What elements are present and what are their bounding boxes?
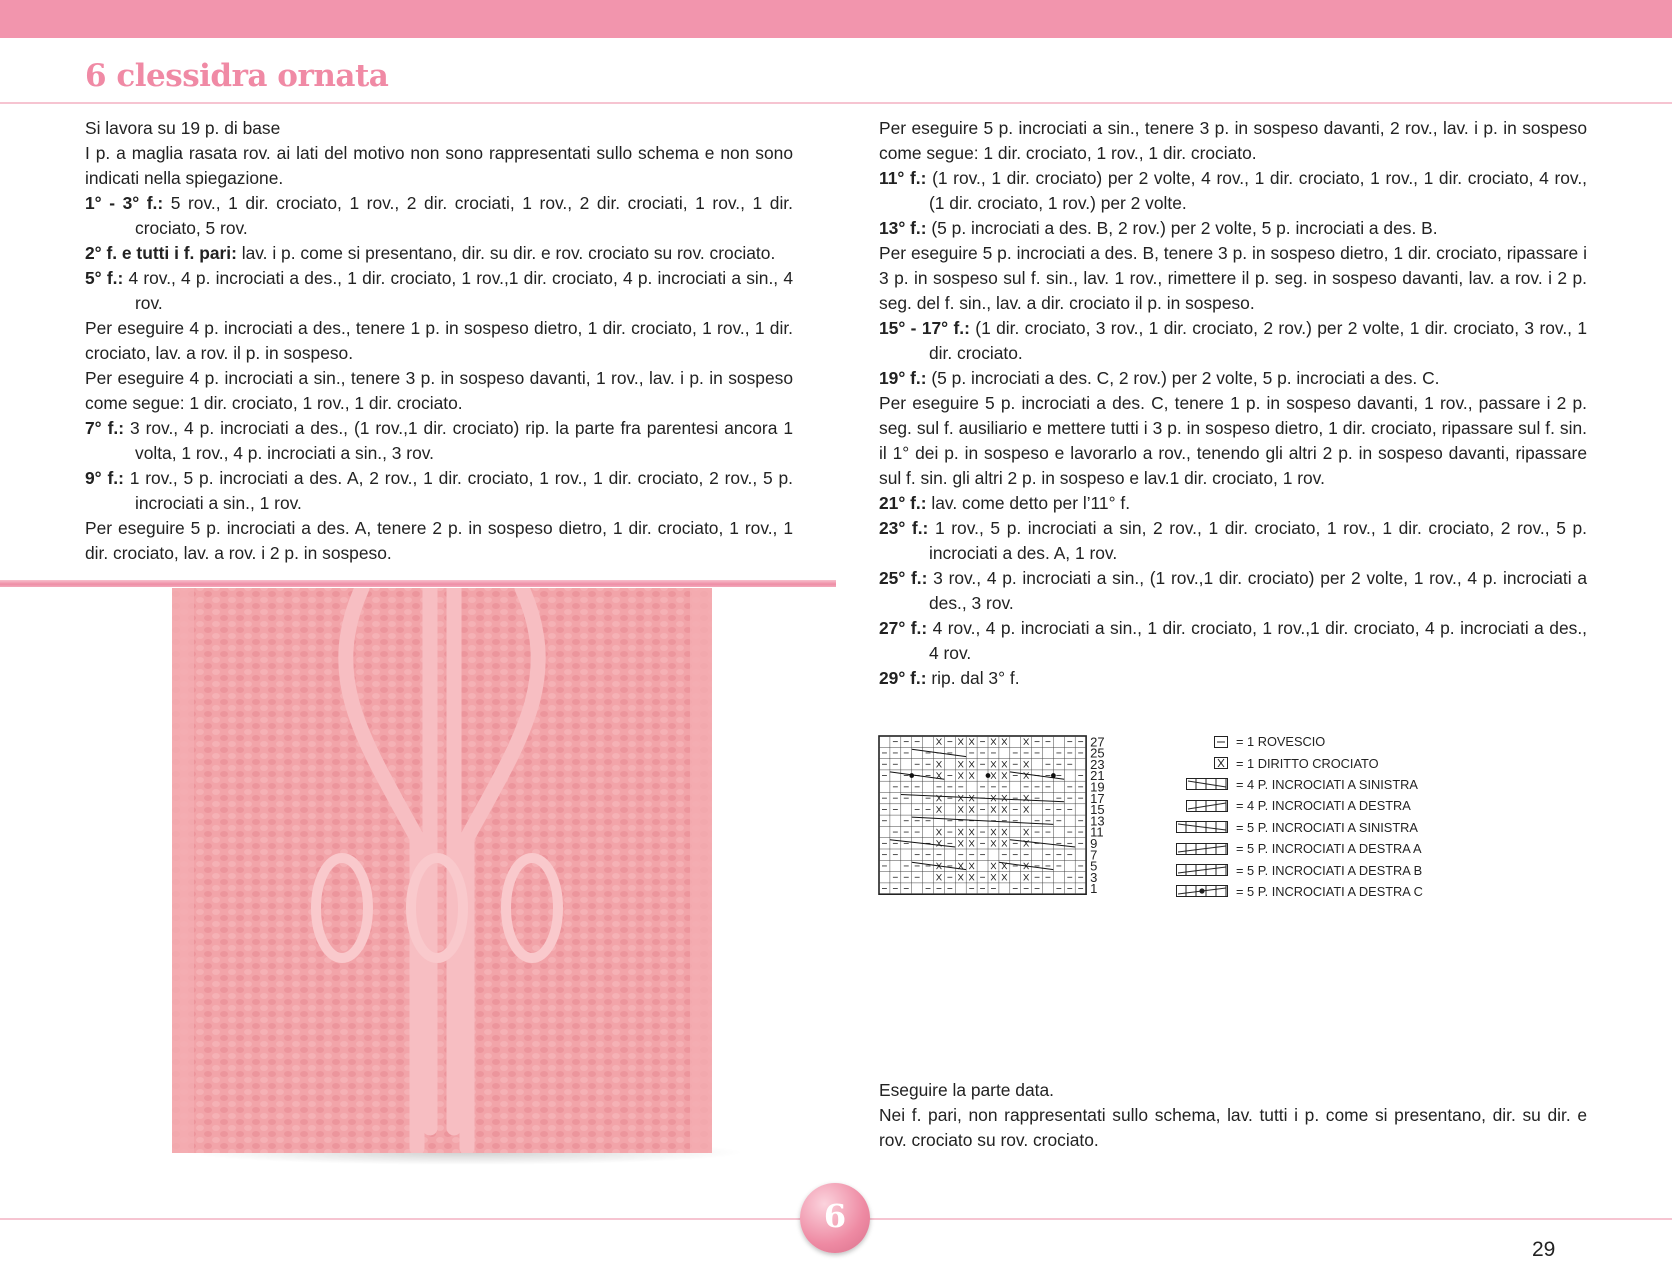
- cross5-right-c-icon: [1170, 884, 1228, 898]
- row-label: 1° - 3° f.:: [85, 193, 164, 213]
- instruction-row: [85, 241, 793, 266]
- cross4-left-icon: [1170, 777, 1228, 791]
- cross4-right-icon: [1170, 799, 1228, 813]
- legend-label: = 5 P. INCROCIATI A SINISTRA: [1236, 819, 1418, 835]
- instruction-text: 3 rov., 4 p. incrociati a sin., (1 rov.,1 dir. crociato) per 2 volte, 1 rov., 4 p. incrociati a des., 3 rov.: [929, 568, 1587, 613]
- legend-item: [1170, 731, 1470, 752]
- instruction-text: 1 rov., 5 p. incrociati a des. A, 2 rov., 1 dir. crociato, 1 rov., 1 dir. crociato, 2 rov., 5 p. incrociati a sin., 1 rov.: [129, 468, 793, 513]
- paragraph: [879, 391, 1587, 491]
- cross5-left-icon: [1170, 820, 1228, 834]
- instruction-text: I p. a maglia rasata rov. ai lati del motivo non sono rappresentati sullo schema e non sono indicati nella spiegazione.: [85, 143, 793, 188]
- row-label: 15° - 17° f.:: [879, 318, 970, 338]
- instruction-text: Per eseguire 5 p. incrociati a des. B, tenere 3 p. in sospeso dietro, 1 dir. crociato, ripassare i 3 p. in sospeso sul f. sin., lav. 1 rov., rimettere il p. seg. in sospeso davanti, lav. a rov. i 2 p. seg. del f. sin., lav. a dir. crociato il p. in sospeso.: [879, 243, 1587, 313]
- legend-label: = 1 DIRITTO CROCIATO: [1236, 755, 1379, 771]
- instruction-text: lav. come detto per l’11° f.: [931, 493, 1131, 513]
- instruction-row: [879, 616, 1587, 666]
- paragraph: [85, 366, 793, 416]
- chart-row-number: 3: [1090, 869, 1098, 885]
- chart-legend: [1170, 731, 1470, 902]
- chart-row-number: 7: [1090, 847, 1098, 863]
- instruction-text: 4 rov., 4 p. incrociati a des., 1 dir. crociato, 1 rov.,1 dir. crociato, 4 p. incrociati a sin., 4 rov.: [128, 268, 793, 313]
- row-label: 5° f.:: [85, 268, 124, 288]
- paragraph: [85, 316, 793, 366]
- left-text-column: [85, 116, 793, 566]
- instruction-text: Per eseguire 5 p. incrociati a sin., tenere 3 p. in sospeso davanti, 2 rov., lav. i p. in sospeso come segue: 1 dir. crociato, 1 rov., 1 dir. crociato.: [879, 118, 1587, 163]
- photo-top-border: [0, 580, 836, 587]
- instruction-row: [85, 416, 793, 466]
- instruction-row: [879, 216, 1587, 241]
- instruction-text: (5 p. incrociati a des. C, 2 rov.) per 2 volte, 5 p. incrociati a des. C.: [931, 368, 1440, 388]
- row-label: 23° f.:: [879, 518, 929, 538]
- chart-row-number: 25: [1090, 745, 1105, 761]
- title-divider: [0, 102, 1672, 104]
- instruction-row: [85, 466, 793, 516]
- legend-item: [1170, 795, 1470, 816]
- legend-item: [1170, 774, 1470, 795]
- instruction-text: Per eseguire 4 p. incrociati a des., tenere 1 p. in sospeso dietro, 1 dir. crociato, 1 rov., 1 dir. crociato, lav. a rov. il p. in sospeso.: [85, 318, 793, 363]
- row-label: 19° f.:: [879, 368, 927, 388]
- paragraph: [879, 241, 1587, 316]
- instruction-text: Per eseguire 4 p. incrociati a sin., tenere 3 p. in sospeso davanti, 1 rov., lav. i p. in sospeso come segue: 1 dir. crociato, 1 rov., 1 dir. crociato.: [85, 368, 793, 413]
- diritto-crociato-icon: [1170, 756, 1228, 770]
- paragraph: [85, 116, 793, 141]
- chart-row-number: 17: [1090, 790, 1105, 806]
- instruction-text: 1 rov., 5 p. incrociati a sin, 2 rov., 1 dir. crociato, 1 rov., 1 dir. crociato, 2 rov., 5 p. incrociati a des. A, 1 rov.: [929, 518, 1588, 563]
- instruction-row: [879, 316, 1587, 366]
- legend-label: = 5 P. INCROCIATI A DESTRA C: [1236, 883, 1423, 899]
- instruction-row: [879, 566, 1587, 616]
- row-label: 9° f.:: [85, 468, 124, 488]
- cross5-right-b-icon: [1170, 863, 1228, 877]
- legend-item: [1170, 817, 1470, 838]
- footer-notes: [879, 1078, 1587, 1153]
- chart-row-number: 23: [1090, 756, 1105, 772]
- instruction-text: (5 p. incrociati a des. B, 2 rov.) per 2 volte, 5 p. incrociati a des. B.: [931, 218, 1438, 238]
- chart-row-number: 11: [1090, 824, 1104, 840]
- page-number: 29: [1532, 1238, 1556, 1261]
- legend-label: = 5 P. INCROCIATI A DESTRA B: [1236, 862, 1423, 878]
- paragraph: [85, 141, 793, 191]
- chart-row-number: 15: [1090, 802, 1105, 818]
- instruction-row: [879, 366, 1587, 391]
- row-label: 27° f.:: [879, 618, 928, 638]
- instruction-text: 4 rov., 4 p. incrociati a sin., 1 dir. crociato, 1 rov.,1 dir. crociato, 4 p. incrociati a des., 4 rov.: [929, 618, 1587, 663]
- instruction-row: [85, 266, 793, 316]
- knitting-chart: [878, 732, 1128, 902]
- legend-item: [1170, 752, 1470, 773]
- row-label: 25° f.:: [879, 568, 928, 588]
- legend-label: = 4 P. INCROCIATI A SINISTRA: [1236, 776, 1418, 792]
- row-label: 13° f.:: [879, 218, 927, 238]
- legend-label: = 1 ROVESCIO: [1236, 734, 1326, 750]
- row-label: 11° f.:: [879, 168, 927, 188]
- rovescio-icon: [1170, 735, 1228, 749]
- row-label: 29° f.:: [879, 668, 927, 688]
- instruction-text: rip. dal 3° f.: [931, 668, 1020, 688]
- page-title: 6 clessidra ornata: [85, 58, 389, 94]
- chart-row-number: 21: [1090, 768, 1105, 784]
- yarn-ball-icon: [800, 1183, 870, 1253]
- row-label: 21° f.:: [879, 493, 927, 513]
- legend-item: [1170, 881, 1470, 902]
- instruction-text: Per eseguire 5 p. incrociati a des. C, tenere 1 p. in sospeso davanti, 1 rov., passare i 2 p. seg. sul f. ausiliario e mettere tutti i 3 p. in sospeso dietro, 1 dir. crociato, ripassare sul f. sin. il 1° dei p. in sospeso e lavorarlo a rov., tenendo gli altri 2 p. in sospeso davanti, ripassare sul f. sin. gli altri 2 p. in sospeso e lav.1 dir. crociato, 1 rov.: [879, 393, 1587, 488]
- chart-row-number: 27: [1090, 734, 1105, 750]
- instruction-text: 5 rov., 1 dir. crociato, 1 rov., 2 dir. crociati, 1 rov., 2 dir. crociati, 1 rov., 1 dir. crociato, 5 rov.: [135, 193, 793, 238]
- instruction-text: lav. i p. come si presentano, dir. su dir. e rov. crociato su rov. crociato.: [241, 243, 776, 263]
- top-color-band: [0, 0, 1672, 38]
- yarn-ball-number: 6: [823, 1197, 847, 1235]
- instruction-text: (1 rov., 1 dir. crociato) per 2 volte, 4 rov., 1 dir. crociato, 1 rov., 1 dir. crociato, 4 rov., (1 dir. crociato, 1 rov.) per 2 volte.: [929, 168, 1587, 213]
- instruction-text: (1 dir. crociato, 3 rov., 1 dir. crociato, 2 rov.) per 2 volte, 1 dir. crociato, 3 rov., 1 dir. crociato.: [929, 318, 1588, 363]
- instruction-text: Si lavora su 19 p. di base: [85, 118, 281, 138]
- row-label: 2° f. e tutti i f. pari:: [85, 243, 237, 263]
- footer-line: Eseguire la parte data.: [879, 1080, 1054, 1100]
- instruction-row: [879, 166, 1587, 216]
- legend-item: [1170, 859, 1470, 880]
- instruction-text: 3 rov., 4 p. incrociati a des., (1 rov.,1 dir. crociato) rip. la parte fra parentesi ancora 1 volta, 1 rov., 4 p. incrociati a sin., 3 rov.: [129, 418, 793, 463]
- chart-row-number: 5: [1090, 858, 1098, 874]
- chart-row-number: 19: [1090, 779, 1105, 795]
- legend-label: = 4 P. INCROCIATI A DESTRA: [1236, 798, 1411, 814]
- instruction-row: [879, 516, 1587, 566]
- chart-row-number: 1: [1090, 881, 1098, 897]
- legend-item: [1170, 838, 1470, 859]
- chart-row-number: 13: [1090, 813, 1105, 829]
- knit-swatch-photo: [172, 588, 712, 1153]
- instruction-row: [879, 666, 1587, 691]
- instruction-row: [85, 191, 793, 241]
- cross5-right-a-icon: [1170, 842, 1228, 856]
- paragraph: [85, 516, 793, 566]
- right-text-column: [879, 116, 1587, 691]
- instruction-row: [879, 491, 1587, 516]
- instruction-text: Per eseguire 5 p. incrociati a des. A, tenere 2 p. in sospeso dietro, 1 dir. crociato, 1 rov., 1 dir. crociato, lav. a rov. i 2 p. in sospeso.: [85, 518, 793, 563]
- legend-label: = 5 P. INCROCIATI A DESTRA A: [1236, 841, 1422, 857]
- paragraph: [879, 116, 1587, 166]
- footer-line: Nei f. pari, non rappresentati sullo schema, lav. tutti i p. come si presentano, dir. su dir. e rov. crociato su rov. crociato.: [879, 1105, 1587, 1150]
- chart-row-number: 9: [1090, 836, 1098, 851]
- row-label: 7° f.:: [85, 418, 124, 438]
